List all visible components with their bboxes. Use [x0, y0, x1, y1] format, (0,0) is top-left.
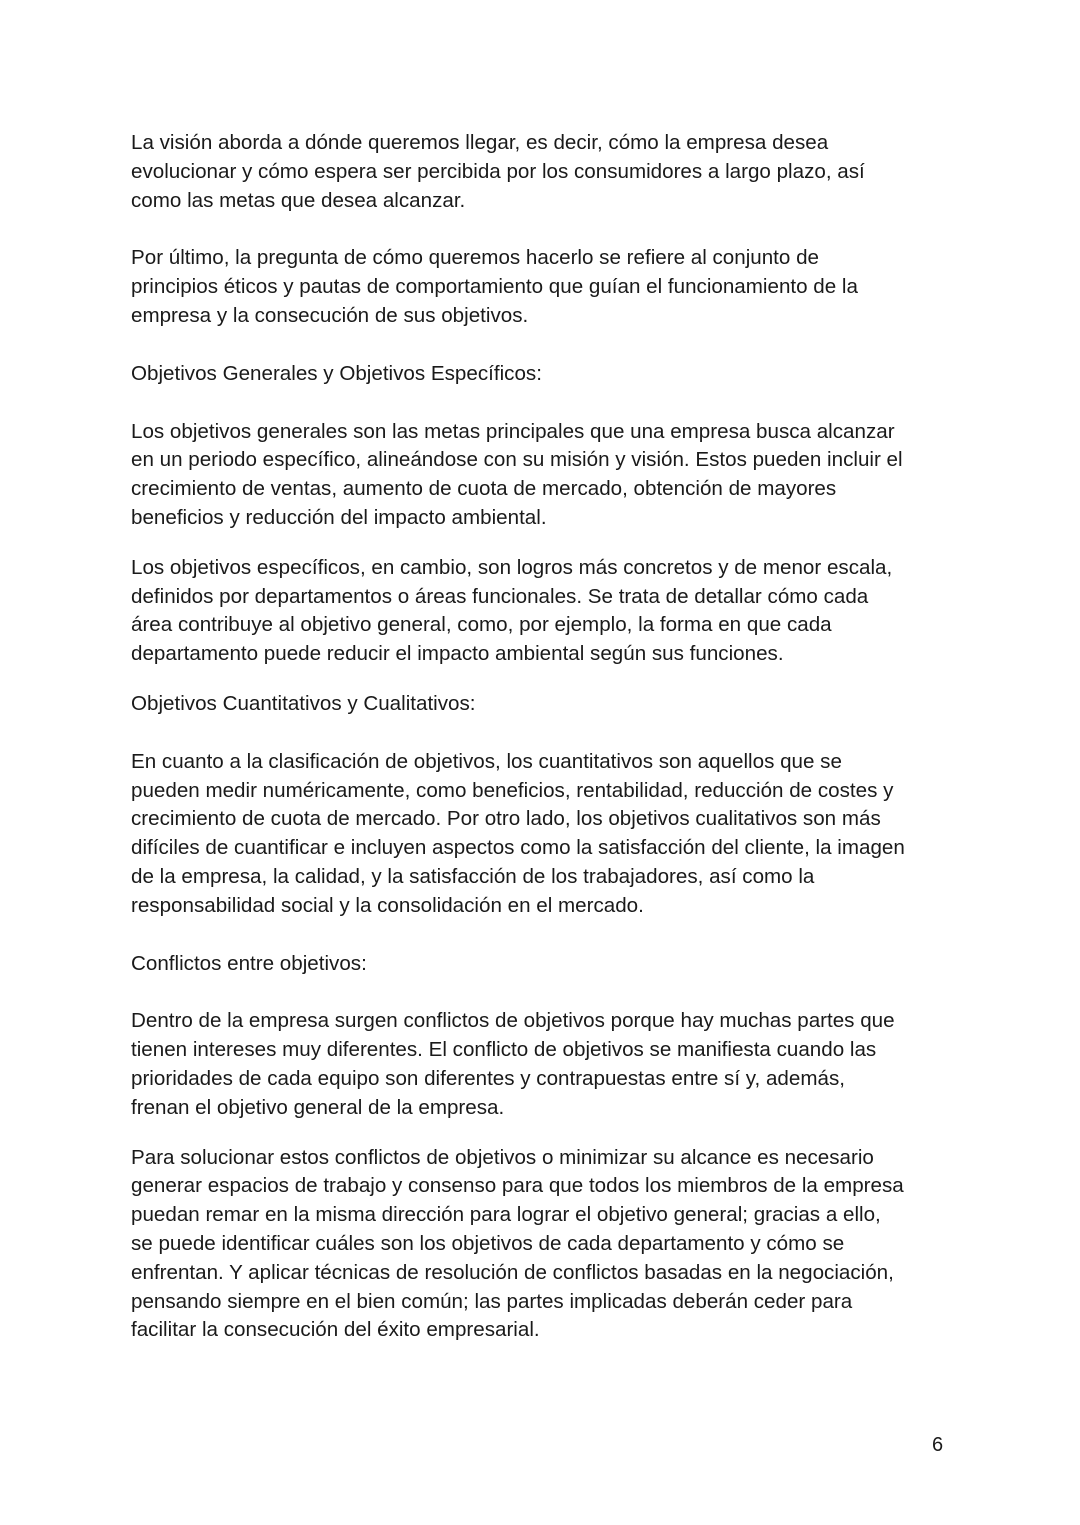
text-line: departamento puede reducir el impacto ambiental según sus funciones.	[131, 642, 784, 666]
text-line: pensando siempre en el bien común; las partes implicadas deberán ceder para	[131, 1289, 853, 1313]
paragraph-solutions	[131, 1144, 961, 1346]
text-line: Los objetivos generales son las metas principales que una empresa busca alcanzar	[131, 419, 895, 443]
text-line: Para solucionar estos conflictos de objetivos o minimizar su alcance es necesario	[131, 1145, 874, 1169]
text-line: pueden medir numéricamente, como beneficios, rentabilidad, reducción de costes y	[131, 778, 894, 802]
text-line: facilitar la consecución del éxito empresarial.	[131, 1318, 540, 1342]
text-line: en un periodo específico, alineándose con su misión y visión. Estos pueden incluir el	[131, 448, 903, 472]
page-content	[131, 129, 961, 1345]
text-line: prioridades de cada equipo son diferentes y contrapuestas entre sí y, además,	[131, 1066, 845, 1090]
text-line: generar espacios de trabajo y consenso para que todos los miembros de la empresa	[131, 1174, 904, 1198]
text-line: tienen intereses muy diferentes. El conflicto de objetivos se manifiesta cuando las	[131, 1038, 877, 1062]
text-line: empresa y la consecución de sus objetivos.	[131, 303, 529, 327]
text-line: principios éticos y pautas de comportamiento que guían el funcionamiento de la	[131, 275, 858, 299]
paragraph-conflicts	[131, 1007, 961, 1122]
section-heading: Conflictos entre objetivos:	[131, 951, 367, 975]
section-heading: Objetivos Generales y Objetivos Específicos:	[131, 361, 542, 385]
text-line: área contribuye al objetivo general, como, por ejemplo, la forma en que cada	[131, 613, 832, 637]
heading-general-specific	[131, 360, 961, 389]
paragraph-values	[131, 244, 961, 330]
text-line: En cuanto a la clasificación de objetivos, los cuantitativos son aquellos que se	[131, 749, 842, 773]
text-line: Dentro de la empresa surgen conflictos de objetivos porque hay muchas partes que	[131, 1009, 895, 1033]
text-line: de la empresa, la calidad, y la satisfacción de los trabajadores, así como la	[131, 864, 815, 888]
text-line: como las metas que desea alcanzar.	[131, 188, 466, 212]
text-line: responsabilidad social y la consolidación en el mercado.	[131, 893, 644, 917]
text-line: se puede identificar cuáles son los objetivos de cada departamento y cómo se	[131, 1231, 845, 1255]
paragraph-quant-qual	[131, 748, 961, 921]
text-line: beneficios y reducción del impacto ambiental.	[131, 505, 547, 529]
text-line: Por último, la pregunta de cómo queremos hacerlo se refiere al conjunto de	[131, 246, 819, 270]
text-line: evolucionar y cómo espera ser percibida por los consumidores a largo plazo, así	[131, 159, 865, 183]
heading-quant-qual	[131, 690, 961, 719]
paragraph-vision	[131, 129, 961, 215]
heading-conflicts	[131, 950, 961, 979]
text-line: crecimiento de cuota de mercado. Por otro lado, los objetivos cualitativos son más	[131, 807, 881, 831]
text-line: La visión aborda a dónde queremos llegar, es decir, cómo la empresa desea	[131, 131, 829, 154]
page-number: 6	[932, 1434, 944, 1456]
text-line: crecimiento de ventas, aumento de cuota de mercado, obtención de mayores	[131, 477, 837, 501]
text-line: Los objetivos específicos, en cambio, son logros más concretos y de menor escala,	[131, 555, 893, 579]
paragraph-general-objectives	[131, 418, 961, 533]
paragraph-specific-objectives	[131, 554, 961, 669]
text-line: definidos por departamentos o áreas funcionales. Se trata de detallar cómo cada	[131, 584, 869, 608]
text-line: enfrentan. Y aplicar técnicas de resolución de conflictos basadas en la negociación,	[131, 1260, 894, 1284]
section-heading: Objetivos Cuantitativos y Cualitativos:	[131, 691, 476, 715]
text-line: puedan remar en la misma dirección para lograr el objetivo general; gracias a ello,	[131, 1203, 881, 1227]
text-line: difíciles de cuantificar e incluyen aspectos como la satisfacción del cliente, la imagen	[131, 836, 905, 860]
text-line: frenan el objetivo general de la empresa.	[131, 1095, 505, 1119]
